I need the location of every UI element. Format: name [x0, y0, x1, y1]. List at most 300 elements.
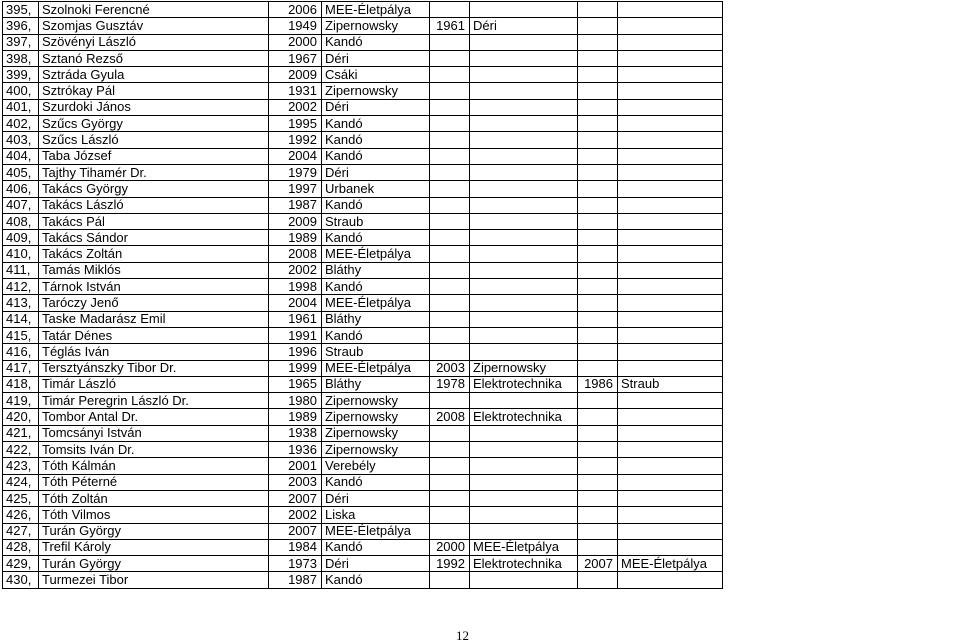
award-name: Zipernowsky [322, 409, 430, 425]
table-row [3, 539, 723, 555]
table-row [3, 164, 723, 180]
empty-cell [618, 148, 723, 164]
table-row [3, 393, 723, 409]
empty-cell [618, 490, 723, 506]
award-year: 2000 [269, 34, 322, 50]
award-name: Kandó [322, 132, 430, 148]
empty-cell [578, 262, 618, 278]
empty-cell [430, 262, 470, 278]
empty-cell [618, 507, 723, 523]
person-name: Tomcsányi István [39, 425, 269, 441]
table-row [3, 50, 723, 66]
award-name: Zipernowsky [322, 442, 430, 458]
award-year: 1984 [269, 539, 322, 555]
empty-cell [430, 230, 470, 246]
person-name: Tatár Dénes [39, 327, 269, 343]
empty-cell [470, 213, 578, 229]
row-number: 420, [3, 409, 39, 425]
empty-cell [430, 523, 470, 539]
person-name: Tamás Miklós [39, 262, 269, 278]
empty-cell [430, 50, 470, 66]
empty-cell [578, 327, 618, 343]
empty-cell [430, 148, 470, 164]
empty-cell [470, 99, 578, 115]
empty-cell [578, 230, 618, 246]
table-row [3, 442, 723, 458]
empty-cell [430, 181, 470, 197]
empty-cell [430, 572, 470, 588]
person-name: Szurdoki János [39, 99, 269, 115]
award-name: Elektrotechnika [470, 556, 578, 572]
award-year: 1961 [430, 18, 470, 34]
award-name: Liska [322, 507, 430, 523]
empty-cell [578, 311, 618, 327]
empty-cell [618, 246, 723, 262]
table-row [3, 132, 723, 148]
empty-cell [578, 360, 618, 376]
award-name: Straub [618, 376, 723, 392]
person-name: Timár Peregrin László Dr. [39, 393, 269, 409]
empty-cell [618, 230, 723, 246]
table-row [3, 490, 723, 506]
award-name: Kandó [322, 148, 430, 164]
empty-cell [470, 197, 578, 213]
award-year: 2002 [269, 262, 322, 278]
table-row [3, 262, 723, 278]
award-name: MEE-Életpálya [470, 539, 578, 555]
empty-cell [578, 67, 618, 83]
award-name: Kandó [322, 474, 430, 490]
award-year: 2006 [269, 2, 322, 18]
table-row [3, 116, 723, 132]
empty-cell [470, 311, 578, 327]
person-name: Timár László [39, 376, 269, 392]
empty-cell [430, 34, 470, 50]
row-number: 422, [3, 442, 39, 458]
empty-cell [470, 164, 578, 180]
table-row [3, 572, 723, 588]
empty-cell [618, 344, 723, 360]
award-name: Déri [322, 490, 430, 506]
row-number: 421, [3, 425, 39, 441]
person-name: Takács Pál [39, 213, 269, 229]
empty-cell [618, 18, 723, 34]
row-number: 404, [3, 148, 39, 164]
empty-cell [618, 2, 723, 18]
award-year: 2009 [269, 213, 322, 229]
row-number: 398, [3, 50, 39, 66]
person-name: Tóth Vilmos [39, 507, 269, 523]
award-year: 2007 [269, 523, 322, 539]
row-number: 427, [3, 523, 39, 539]
person-name: Trefil Károly [39, 539, 269, 555]
row-number: 402, [3, 116, 39, 132]
empty-cell [618, 360, 723, 376]
award-year: 2001 [269, 458, 322, 474]
award-name: Kandó [322, 197, 430, 213]
award-year: 1980 [269, 393, 322, 409]
award-year: 1986 [578, 376, 618, 392]
empty-cell [430, 116, 470, 132]
award-year: 2003 [269, 474, 322, 490]
row-number: 397, [3, 34, 39, 50]
row-number: 415, [3, 327, 39, 343]
award-name: MEE-Életpálya [618, 556, 723, 572]
empty-cell [430, 2, 470, 18]
person-name: Sztanó Rezső [39, 50, 269, 66]
empty-cell [470, 572, 578, 588]
empty-cell [618, 83, 723, 99]
empty-cell [578, 132, 618, 148]
empty-cell [578, 442, 618, 458]
empty-cell [470, 230, 578, 246]
person-name: Tajthy Tihamér Dr. [39, 164, 269, 180]
empty-cell [618, 393, 723, 409]
row-number: 408, [3, 213, 39, 229]
award-name: Zipernowsky [322, 393, 430, 409]
table-row [3, 83, 723, 99]
award-year: 1931 [269, 83, 322, 99]
empty-cell [618, 262, 723, 278]
award-year: 1961 [269, 311, 322, 327]
award-year: 1965 [269, 376, 322, 392]
empty-cell [618, 442, 723, 458]
award-name: Zipernowsky [322, 18, 430, 34]
person-name: Taba József [39, 148, 269, 164]
empty-cell [578, 425, 618, 441]
table-row [3, 181, 723, 197]
award-year: 2007 [578, 556, 618, 572]
table-row [3, 344, 723, 360]
award-year: 2000 [430, 539, 470, 555]
table-row [3, 409, 723, 425]
empty-cell [470, 2, 578, 18]
table-row [3, 246, 723, 262]
award-name: Zipernowsky [470, 360, 578, 376]
empty-cell [618, 164, 723, 180]
table-row [3, 148, 723, 164]
row-number: 406, [3, 181, 39, 197]
row-number: 407, [3, 197, 39, 213]
empty-cell [430, 425, 470, 441]
award-year: 1987 [269, 572, 322, 588]
table-row [3, 507, 723, 523]
award-year: 1995 [269, 116, 322, 132]
award-year: 1996 [269, 344, 322, 360]
table-row [3, 2, 723, 18]
row-number: 403, [3, 132, 39, 148]
award-name: MEE-Életpálya [322, 295, 430, 311]
empty-cell [430, 344, 470, 360]
person-name: Taske Madarász Emil [39, 311, 269, 327]
empty-cell [618, 425, 723, 441]
empty-cell [578, 523, 618, 539]
row-number: 400, [3, 83, 39, 99]
empty-cell [430, 507, 470, 523]
person-name: Tárnok István [39, 279, 269, 295]
table-row [3, 458, 723, 474]
award-name: Kandó [322, 327, 430, 343]
empty-cell [430, 279, 470, 295]
person-name: Takács Sándor [39, 230, 269, 246]
empty-cell [578, 197, 618, 213]
person-name: Tersztyánszky Tibor Dr. [39, 360, 269, 376]
row-number: 396, [3, 18, 39, 34]
award-year: 1997 [269, 181, 322, 197]
person-name: Téglás Iván [39, 344, 269, 360]
award-name: Kandó [322, 116, 430, 132]
award-year: 1999 [269, 360, 322, 376]
page-number: 12 [456, 628, 469, 643]
row-number: 410, [3, 246, 39, 262]
empty-cell [578, 246, 618, 262]
row-number: 411, [3, 262, 39, 278]
person-name: Tomsits Iván Dr. [39, 442, 269, 458]
empty-cell [470, 83, 578, 99]
empty-cell [430, 393, 470, 409]
empty-cell [578, 458, 618, 474]
empty-cell [578, 279, 618, 295]
award-year: 1973 [269, 556, 322, 572]
empty-cell [470, 490, 578, 506]
row-number: 401, [3, 99, 39, 115]
empty-cell [430, 83, 470, 99]
empty-cell [618, 311, 723, 327]
table-row [3, 523, 723, 539]
award-year: 2004 [269, 295, 322, 311]
award-name: MEE-Életpálya [322, 246, 430, 262]
empty-cell [578, 344, 618, 360]
empty-cell [578, 181, 618, 197]
award-year: 2008 [430, 409, 470, 425]
table-row [3, 327, 723, 343]
award-year: 2009 [269, 67, 322, 83]
person-name: Szolnoki Ferencné [39, 2, 269, 18]
person-name: Takács László [39, 197, 269, 213]
award-year: 1991 [269, 327, 322, 343]
row-number: 428, [3, 539, 39, 555]
person-name: Sztráda Gyula [39, 67, 269, 83]
person-name: Takács Zoltán [39, 246, 269, 262]
empty-cell [470, 523, 578, 539]
award-name: MEE-Életpálya [322, 360, 430, 376]
award-year: 1938 [269, 425, 322, 441]
award-name: Kandó [322, 572, 430, 588]
empty-cell [618, 279, 723, 295]
award-name: Kandó [322, 34, 430, 50]
empty-cell [470, 67, 578, 83]
award-name: Straub [322, 344, 430, 360]
person-name: Sztrókay Pál [39, 83, 269, 99]
empty-cell [578, 2, 618, 18]
awards-table [2, 1, 723, 589]
person-name: Takács György [39, 181, 269, 197]
empty-cell [578, 18, 618, 34]
empty-cell [618, 116, 723, 132]
table-row [3, 279, 723, 295]
empty-cell [470, 327, 578, 343]
empty-cell [470, 507, 578, 523]
award-name: Verebély [322, 458, 430, 474]
empty-cell [470, 246, 578, 262]
empty-cell [470, 458, 578, 474]
empty-cell [430, 327, 470, 343]
empty-cell [470, 442, 578, 458]
empty-cell [430, 311, 470, 327]
person-name: Szűcs György [39, 116, 269, 132]
table-row [3, 213, 723, 229]
empty-cell [618, 523, 723, 539]
row-number: 412, [3, 279, 39, 295]
row-number: 429, [3, 556, 39, 572]
empty-cell [618, 34, 723, 50]
award-year: 1992 [269, 132, 322, 148]
table-row [3, 556, 723, 572]
empty-cell [618, 50, 723, 66]
person-name: Turán György [39, 523, 269, 539]
award-name: Urbanek [322, 181, 430, 197]
row-number: 413, [3, 295, 39, 311]
empty-cell [470, 474, 578, 490]
empty-cell [430, 67, 470, 83]
award-year: 1987 [269, 197, 322, 213]
empty-cell [618, 474, 723, 490]
award-year: 1949 [269, 18, 322, 34]
award-year: 2003 [430, 360, 470, 376]
empty-cell [430, 213, 470, 229]
award-name: MEE-Életpálya [322, 2, 430, 18]
empty-cell [430, 246, 470, 262]
empty-cell [578, 34, 618, 50]
empty-cell [578, 116, 618, 132]
person-name: Szomjas Gusztáv [39, 18, 269, 34]
empty-cell [470, 344, 578, 360]
empty-cell [470, 50, 578, 66]
row-number: 417, [3, 360, 39, 376]
row-number: 409, [3, 230, 39, 246]
table-row [3, 295, 723, 311]
row-number: 416, [3, 344, 39, 360]
row-number: 425, [3, 490, 39, 506]
row-number: 430, [3, 572, 39, 588]
empty-cell [430, 99, 470, 115]
empty-cell [430, 295, 470, 311]
empty-cell [430, 458, 470, 474]
table-row [3, 474, 723, 490]
person-name: Tombor Antal Dr. [39, 409, 269, 425]
person-name: Tóth Kálmán [39, 458, 269, 474]
award-year: 1979 [269, 164, 322, 180]
empty-cell [578, 539, 618, 555]
award-name: Straub [322, 213, 430, 229]
award-name: Bláthy [322, 262, 430, 278]
empty-cell [618, 132, 723, 148]
award-year: 1998 [269, 279, 322, 295]
table-row [3, 99, 723, 115]
empty-cell [618, 539, 723, 555]
empty-cell [578, 148, 618, 164]
award-name: Zipernowsky [322, 425, 430, 441]
empty-cell [618, 197, 723, 213]
empty-cell [470, 279, 578, 295]
table-row [3, 67, 723, 83]
award-year: 2002 [269, 507, 322, 523]
table-row [3, 18, 723, 34]
award-year: 1978 [430, 376, 470, 392]
empty-cell [578, 490, 618, 506]
award-name: Déri [470, 18, 578, 34]
award-name: Kandó [322, 230, 430, 246]
row-number: 418, [3, 376, 39, 392]
empty-cell [470, 425, 578, 441]
empty-cell [618, 458, 723, 474]
empty-cell [470, 181, 578, 197]
empty-cell [430, 164, 470, 180]
award-name: Kandó [322, 279, 430, 295]
person-name: Taróczy Jenő [39, 295, 269, 311]
row-number: 419, [3, 393, 39, 409]
award-name: Kandó [322, 539, 430, 555]
table-row [3, 360, 723, 376]
table-row [3, 376, 723, 392]
award-name: Déri [322, 556, 430, 572]
award-year: 2007 [269, 490, 322, 506]
award-name: Elektrotechnika [470, 376, 578, 392]
empty-cell [618, 99, 723, 115]
row-number: 426, [3, 507, 39, 523]
award-year: 1967 [269, 50, 322, 66]
table-row [3, 230, 723, 246]
award-year: 1936 [269, 442, 322, 458]
award-name: Déri [322, 164, 430, 180]
empty-cell [618, 213, 723, 229]
empty-cell [578, 474, 618, 490]
award-year: 1989 [269, 409, 322, 425]
person-name: Tóth Zoltán [39, 490, 269, 506]
empty-cell [470, 262, 578, 278]
award-year: 1992 [430, 556, 470, 572]
person-name: Szűcs László [39, 132, 269, 148]
award-year: 2004 [269, 148, 322, 164]
empty-cell [578, 295, 618, 311]
empty-cell [430, 132, 470, 148]
empty-cell [578, 83, 618, 99]
row-number: 399, [3, 67, 39, 83]
award-name: Csáki [322, 67, 430, 83]
award-name: MEE-Életpálya [322, 523, 430, 539]
empty-cell [470, 34, 578, 50]
empty-cell [578, 572, 618, 588]
table-row [3, 311, 723, 327]
empty-cell [618, 572, 723, 588]
table-row [3, 197, 723, 213]
table-row [3, 425, 723, 441]
award-year: 1989 [269, 230, 322, 246]
award-year: 2002 [269, 99, 322, 115]
empty-cell [578, 164, 618, 180]
person-name: Szövényi László [39, 34, 269, 50]
empty-cell [618, 295, 723, 311]
empty-cell [578, 507, 618, 523]
person-name: Turmezei Tibor [39, 572, 269, 588]
empty-cell [618, 181, 723, 197]
empty-cell [578, 409, 618, 425]
table-row [3, 34, 723, 50]
empty-cell [578, 213, 618, 229]
award-name: Bláthy [322, 311, 430, 327]
empty-cell [618, 409, 723, 425]
empty-cell [578, 99, 618, 115]
